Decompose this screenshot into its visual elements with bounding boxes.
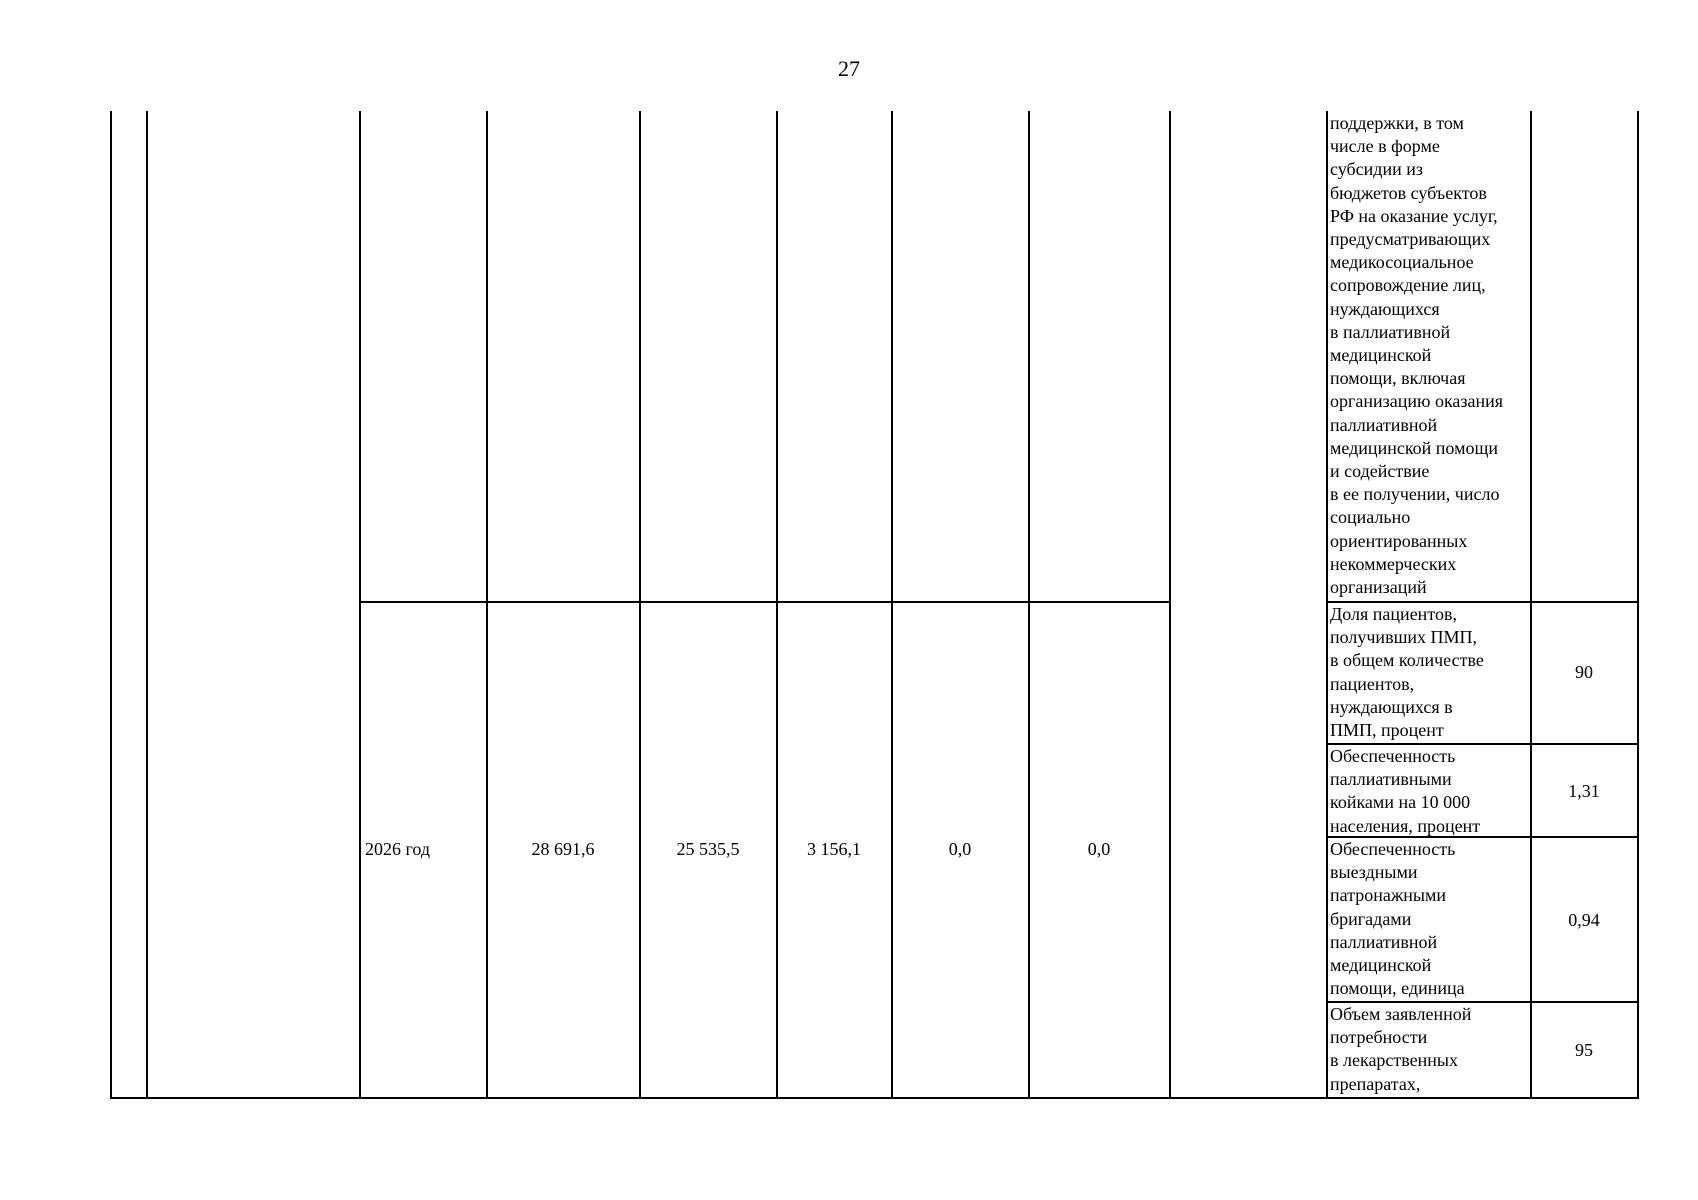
column-divider	[1530, 111, 1532, 1099]
page-number: 27	[838, 56, 860, 81]
column-divider	[776, 111, 778, 1099]
column-divider	[146, 111, 148, 1099]
indicator-text: Обеспеченность выездными патронажными бригадами паллиативной медицинской помощи, единица	[1330, 839, 1465, 999]
column-divider	[359, 111, 361, 1099]
table-border-right	[1637, 111, 1639, 1099]
column-divider	[891, 111, 893, 1099]
column-divider	[1169, 111, 1171, 1099]
total-value-cell: 28 691,6	[531, 839, 595, 859]
federal-value-cell: 25 535,5	[676, 839, 740, 859]
indicator-value: 95	[1575, 1040, 1593, 1060]
column-divider	[1028, 111, 1030, 1099]
other-value-cell: 0,0	[1087, 839, 1111, 859]
row-divider	[359, 601, 1170, 603]
indicator-text: Доля пациентов, получивших ПМП, в общем количестве пациентов, нуждающихся в ПМП, процент	[1330, 604, 1484, 741]
table-border-left	[110, 111, 112, 1099]
year-cell: 2026 год	[365, 839, 431, 859]
column-divider	[1326, 111, 1328, 1099]
column-divider	[639, 111, 641, 1099]
column-divider	[486, 111, 488, 1099]
local-value-cell: 0,0	[948, 839, 972, 859]
indicator-value: 90	[1575, 662, 1593, 682]
indicator-text: поддержки, в том числе в форме субсидии из бюджетов субъектов РФ на оказание услуг, предусматривающих медикосоциальное сопровождение лиц, нуждающихся в паллиативной медицинской помощи, включая организацию оказания паллиативной медицинской помощи и содействие в ее получении, число социально ориентированных некоммерческих организаций	[1330, 113, 1504, 598]
indicator-text: Обеспеченность паллиативными койками на 10 000 населения, процент	[1330, 746, 1481, 836]
indicator-text: Объем заявленной потребности в лекарственных препаратах,	[1330, 1004, 1472, 1094]
indicator-value: 1,31	[1568, 781, 1600, 801]
regional-value-cell: 3 156,1	[807, 839, 861, 859]
indicator-value: 0,94	[1568, 910, 1600, 930]
table-border-bottom	[110, 1097, 1638, 1099]
